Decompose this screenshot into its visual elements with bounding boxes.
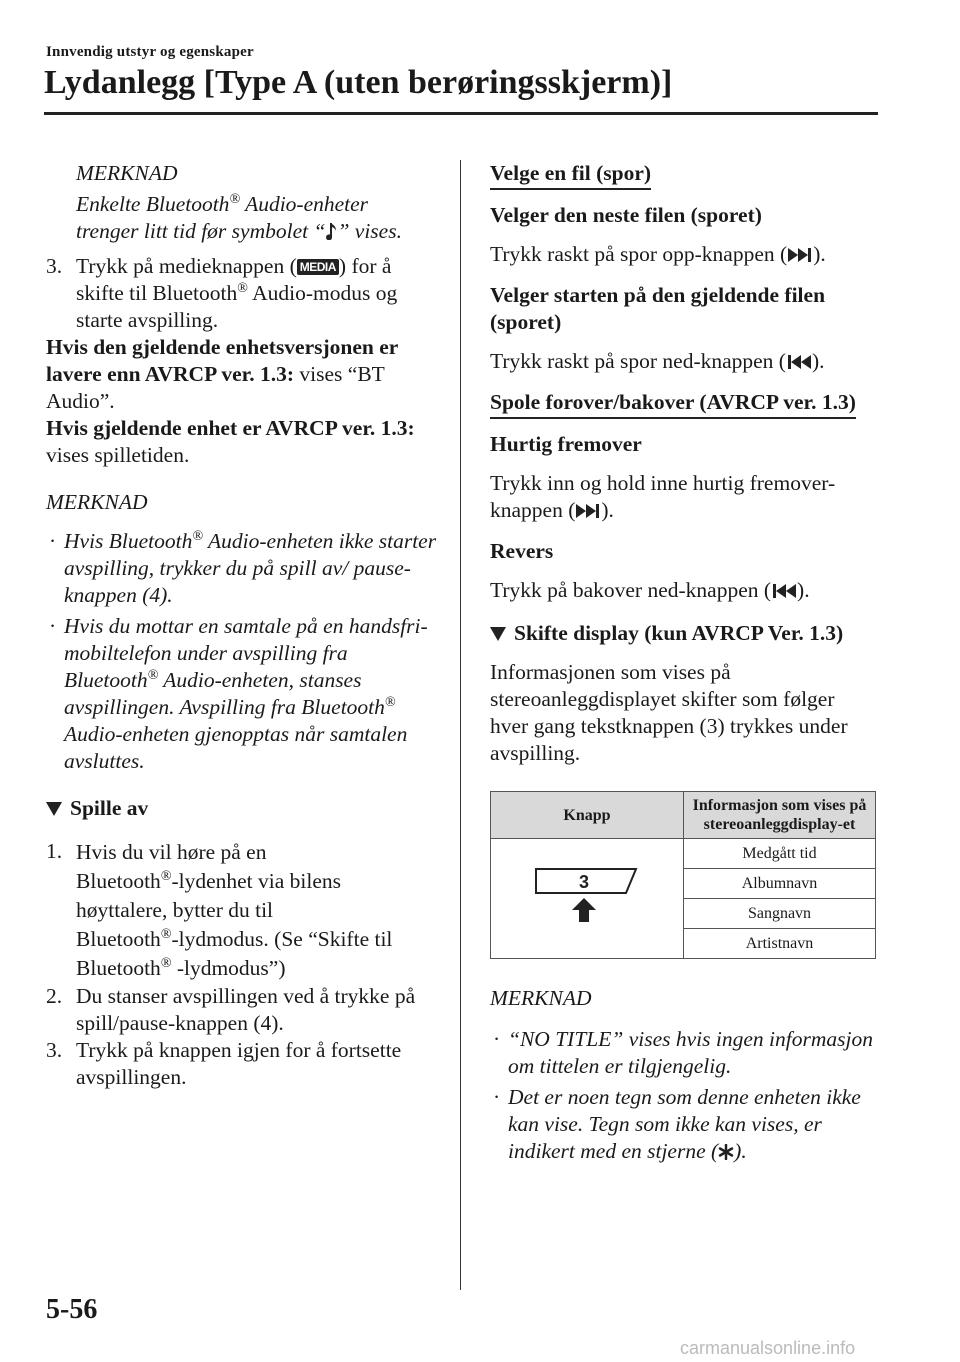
svg-text:3: 3 xyxy=(578,871,590,892)
table-cell: Artistnavn xyxy=(684,929,876,959)
column-header: Knapp xyxy=(491,792,684,839)
display-heading: Skifte display (kun AVRCP Ver. 1.3) xyxy=(490,620,876,647)
table-cell: Albumnavn xyxy=(684,869,876,899)
table-cell: Sangnavn xyxy=(684,899,876,929)
fast-forward-icon xyxy=(575,499,601,526)
note-bullet: · Det er noen tegn som denne enheten ikke kan vise. Tegn som ikke kan vises, er indikert med en stjerne ( ). xyxy=(490,1084,876,1167)
avrcp-eq-paragraph: Hvis gjeldende enhet er AVRCP ver. 1.3: vises spilletiden. xyxy=(46,416,415,467)
select-file-heading: Velge en fil (spor) xyxy=(490,160,651,190)
media-button-icon: MEDIA xyxy=(297,259,339,275)
play-step-1: 1. Hvis du vil høre på en Bluetooth®-lydenhet via bilens høyttalere, bytter du til Bluetooth®-lydmodus. (Se “Skifte til Bluetooth® -lydmodus”) xyxy=(46,839,393,980)
page-title: Lydanlegg [Type A (uten berøringsskjerm)] xyxy=(44,64,673,101)
next-file-heading: Velger den neste filen (sporet) xyxy=(490,203,762,227)
column-header: Informasjon som vises på stereoanleggdisplay-et xyxy=(684,792,876,839)
title-rule xyxy=(44,112,878,115)
note-text: Enkelte Bluetooth® Audio-enheter trenger litt tid før symbolet “ ” vises. xyxy=(76,191,440,247)
note-bullet: · “NO TITLE” vises hvis ingen informasjon om tittelen er tilgjengelig. xyxy=(493,1027,873,1078)
display-text: Informasjonen som vises på stereoanleggdisplayet skifter som følger hver gang tekstknappen (3) trykkes under avspilling. xyxy=(490,660,848,765)
reverse-heading: Revers xyxy=(490,539,554,563)
current-file-text: Trykk raskt på spor ned-knappen ( ). xyxy=(490,348,876,377)
note-title: MERKNAD xyxy=(76,161,178,185)
note-title: MERKNAD xyxy=(490,986,592,1010)
music-note-icon xyxy=(325,220,337,247)
triangle-icon xyxy=(490,627,506,641)
watermark: carmanualsonline.info xyxy=(680,1338,856,1358)
track-up-icon xyxy=(787,243,813,270)
reverse-text: Trykk på bakover ned-knappen ( ). xyxy=(490,577,876,606)
note-bullet: · Hvis du mottar en samtale på en handsfri-mobiltelefon under avspilling fra Bluetooth® Audio-enheten, stanses avspillingen. Avspilling fra Bluetooth® Audio-enheten gjenopptas når samtalen avsluttes. xyxy=(49,614,428,773)
display-info-table xyxy=(490,791,876,959)
page-number: 5-56 xyxy=(46,1294,98,1325)
fast-forward-heading: Hurtig fremover xyxy=(490,432,642,456)
right-column xyxy=(490,160,876,1167)
table-cell: Medgått tid xyxy=(684,839,876,869)
text-button-3-icon xyxy=(532,864,642,928)
rewind-icon xyxy=(771,579,797,606)
button-cell xyxy=(491,839,684,959)
table-row xyxy=(491,839,876,869)
table-header-row xyxy=(491,792,876,839)
column-divider xyxy=(460,160,461,1290)
left-column xyxy=(46,160,440,1091)
section-label: Innvendig utstyr og egenskaper xyxy=(46,44,254,60)
note-title: MERKNAD xyxy=(46,490,148,514)
play-step-3: 3. Trykk på knappen igjen for å fortsette avspillingen. xyxy=(46,1038,402,1089)
avrcp-low-paragraph: Hvis den gjeldende enhetsversjonen er lavere enn AVRCP ver. 1.3: vises “BT Audio”. xyxy=(46,335,398,413)
play-heading: Spille av xyxy=(46,795,440,822)
triangle-icon xyxy=(46,802,62,816)
asterisk-icon xyxy=(718,1140,734,1167)
next-file-text: Trykk raskt på spor opp-knappen ( ). xyxy=(490,241,876,270)
note-bullet: · Hvis Bluetooth® Audio-enheten ikke starter avspilling, trykker du på spill av/ pause-knappen (4). xyxy=(49,528,437,607)
play-step-2: 2. Du stanser avspillingen ved å trykke på spill/pause-knappen (4). xyxy=(46,984,416,1035)
current-file-heading: Velger starten på den gjeldende filen (sporet) xyxy=(490,283,826,334)
step-3: 3. Trykk på medieknappen ( MEDIA ) for å skifte til Bluetooth® Audio-modus og starte avspilling. xyxy=(46,254,398,332)
note-1 xyxy=(46,160,440,247)
spool-heading: Spole forover/bakover (AVRCP ver. 1.3) xyxy=(490,389,856,419)
track-down-icon xyxy=(786,350,812,377)
fast-forward-text: Trykk inn og hold inne hurtig fremover-knappen ( ). xyxy=(490,470,876,526)
